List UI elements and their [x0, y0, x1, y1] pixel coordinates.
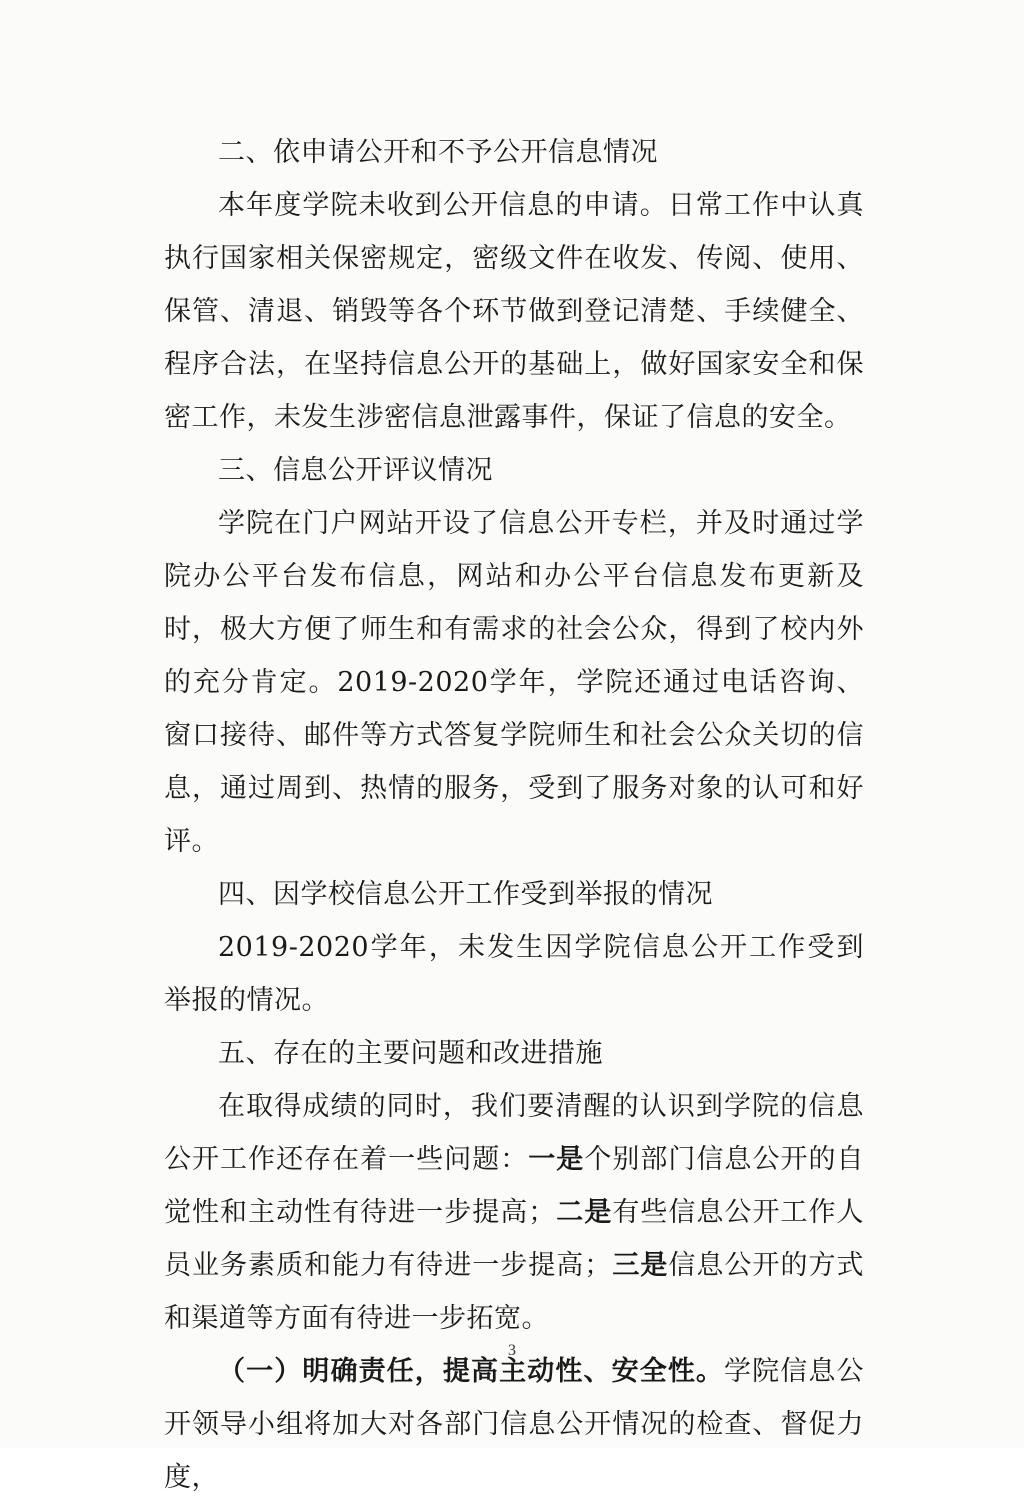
measure-lead: （一）明确责任，提高主动性、安全性。	[218, 1356, 725, 1387]
section-body-3: 学院在门户网站开设了信息公开专栏，并及时通过学院办公平台发布信息，网站和办公平台信息发布更新及时，极大方便了师生和有需求的社会公众，得到了校内外的充分肯定。2019-2020学年，学院还通过电话咨询、窗口接待、邮件等方式答复学院师生和社会公众关切的信息，通过周到、热情的服务，受到了服务对象的认可和好评。	[164, 508, 864, 857]
section-body-2: 本年度学院未收到公开信息的申请。日常工作中认真执行国家相关保密规定，密级文件在收发、传阅、使用、保管、清退、销毁等各个环节做到登记清楚、手续健全、程序合法，在坚持信息公开的基础上，做好国家安全和保密工作，未发生涉密信息泄露事件，保证了信息的安全。	[164, 190, 864, 433]
body-text: 有些信息公开工作人员业务素质和能力有待进一步提高；	[164, 1197, 865, 1281]
body-text: 个别部门信息公开的自觉性和主动性有待进一步提高；	[164, 1144, 865, 1228]
measure-paragraph	[164, 1345, 864, 1504]
measure-text: 学院信息公开领导小组将加大对各部门信息公开情况的检查、督促力度，	[164, 1356, 865, 1493]
page-number: 3	[508, 1342, 516, 1359]
section-body-4: 2019-2020学年，未发生因学院信息公开工作受到举报的情况。	[164, 932, 864, 1016]
section-heading-3: 三、信息公开评议情况	[218, 455, 493, 486]
bold-marker-2: 二是	[555, 1197, 613, 1228]
section-heading-4: 四、因学校信息公开工作受到举报的情况	[218, 879, 713, 910]
bold-marker-1: 一是	[528, 1144, 585, 1175]
section-heading-5: 五、存在的主要问题和改进措施	[218, 1038, 603, 1069]
section-body-5	[164, 1080, 864, 1345]
body-text: 信息公开的方式和渠道等方面有待进一步拓宽。	[164, 1250, 864, 1334]
section-heading-2: 二、依申请公开和不予公开信息情况	[218, 137, 658, 168]
document-body	[164, 126, 864, 1504]
body-text: 在取得成绩的同时，我们要清醒的认识到学院的信息公开工作还存在着一些问题：	[164, 1091, 864, 1175]
bold-marker-3: 三是	[611, 1250, 669, 1281]
